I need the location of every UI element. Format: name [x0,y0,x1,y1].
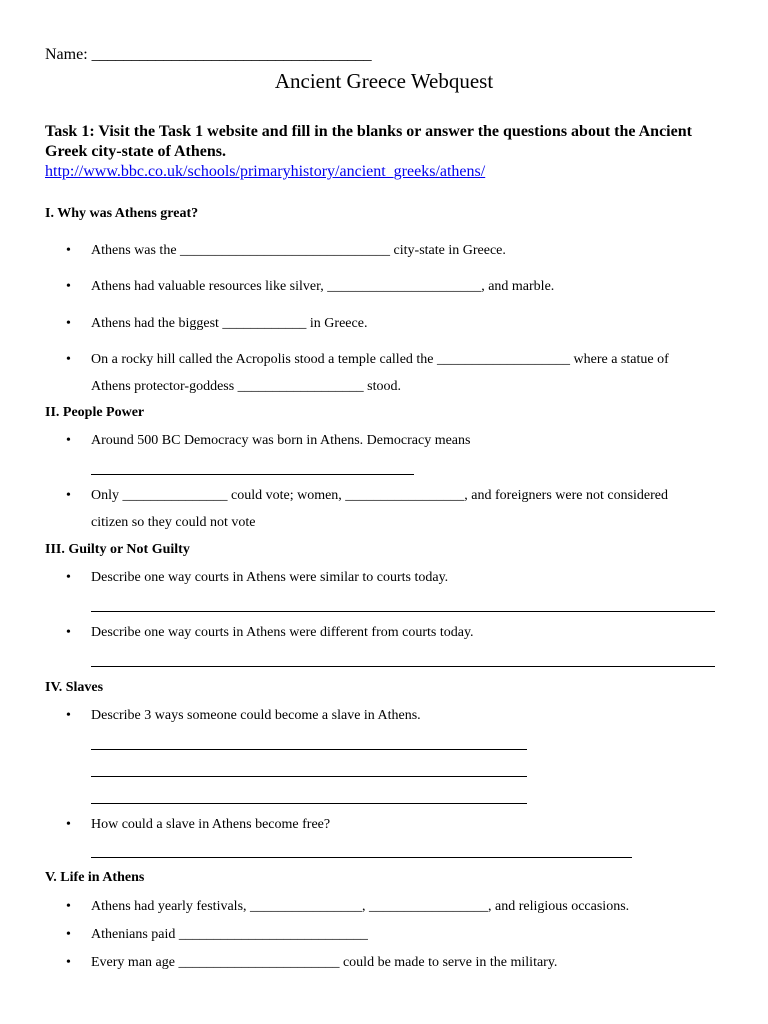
bullet-icon: • [66,243,71,258]
bullet-icon: • [66,316,71,331]
question-item-continued: Athens protector-goddess __________________ stood. [91,379,402,394]
question-item: Athens was the ______________________________ city-state in Greece. [91,243,506,258]
question-item: Athens had yearly festivals, ________________, _________________, and religious occasions. [91,899,630,914]
name-blank[interactable]: ___________________________________ [91,46,372,63]
question-item: Athens had valuable resources like silver, ______________________, and marble. [91,279,555,294]
question-item: Describe 3 ways someone could become a slave in Athens. [91,708,421,723]
bullet-icon: • [66,488,71,503]
question-item: On a rocky hill called the Acropolis stood a temple called the ___________________ where a statue of [91,352,669,367]
bullet-icon: • [66,352,71,367]
question-item: Athenians paid ___________________________ [91,927,368,942]
name-label: Name: [45,46,88,63]
answer-line[interactable] [91,776,527,777]
bullet-icon: • [66,570,71,585]
page-title: Ancient Greece Webquest [274,69,494,93]
question-item-continued: citizen so they could not vote [91,515,256,530]
answer-line[interactable] [91,611,715,612]
bullet-icon: • [66,817,71,832]
bullet-icon: • [66,625,71,640]
bullet-icon: • [66,708,71,723]
bullet-icon: • [66,955,71,970]
question-item: Every man age _______________________ could be made to serve in the military. [91,955,558,970]
question-item: Describe one way courts in Athens were similar to courts today. [91,570,449,585]
bullet-icon: • [66,927,71,942]
question-item: Only _______________ could vote; women, _________________, and foreigners were not considered [91,488,669,503]
answer-line[interactable] [91,803,527,804]
question-item: Athens had the biggest ____________ in Greece. [91,316,368,331]
section-heading-life: V. Life in Athens [45,870,145,885]
answer-line[interactable] [91,857,632,858]
name-field [45,46,372,64]
question-item: Around 500 BC Democracy was born in Athens. Democracy means [91,433,471,448]
question-item: How could a slave in Athens become free? [91,817,331,832]
answer-line[interactable] [91,474,414,475]
answer-line[interactable] [91,749,527,750]
section-heading-guilty: III. Guilty or Not Guilty [45,542,190,557]
task-link[interactable]: http://www.bbc.co.uk/schools/primaryhistory/ancient_greeks/athens/ [45,163,486,180]
task-instructions: Task 1: Visit the Task 1 website and fill in the blanks or answer the questions about the Ancient Greek city-state of Athens. [45,123,692,160]
bullet-icon: • [66,433,71,448]
answer-line[interactable] [91,666,715,667]
bullet-icon: • [66,279,71,294]
section-heading-people-power: II. People Power [45,405,145,420]
section-heading-why-great: I. Why was Athens great? [45,206,199,221]
question-item: Describe one way courts in Athens were different from courts today. [91,625,474,640]
section-heading-slaves: IV. Slaves [45,680,104,695]
bullet-icon: • [66,899,71,914]
